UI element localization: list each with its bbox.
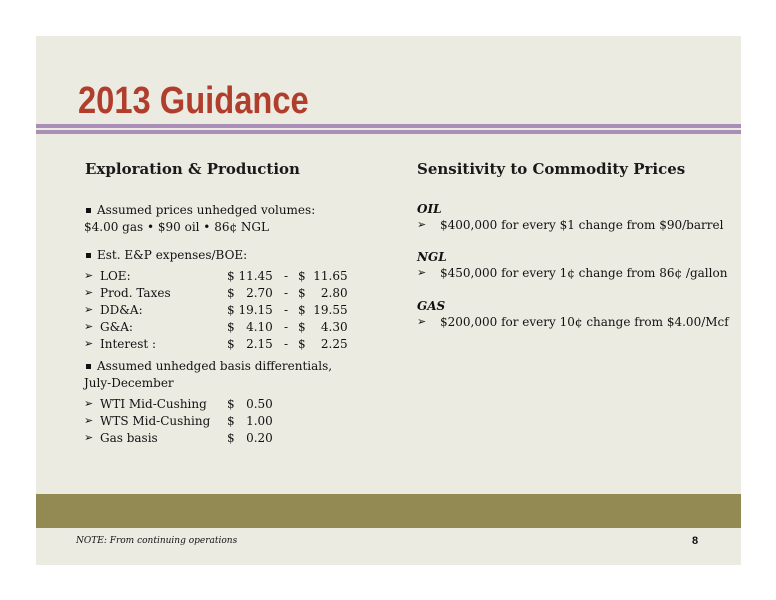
expense-low: $ 2.70 [227, 286, 273, 300]
footer-band [36, 494, 741, 528]
expense-label: LOE: [100, 269, 131, 283]
arrow-bullet-icon: ➢ [84, 286, 94, 299]
bullet3-line1: Assumed unhedged basis differentials, [97, 359, 333, 373]
oil-label: OIL [417, 202, 442, 216]
expense-dash: - [284, 286, 289, 300]
expense-low: $ 2.15 [227, 337, 273, 351]
expense-label: DD&A: [100, 303, 143, 317]
bullet-square-icon [86, 253, 91, 258]
basis-value: $ 1.00 [227, 414, 273, 428]
expense-dash: - [284, 320, 289, 334]
arrow-bullet-icon: ➢ [84, 269, 94, 282]
expense-low: $ 4.10 [227, 320, 273, 334]
expense-dash: - [284, 269, 289, 283]
page-number: 8 [692, 535, 699, 547]
expense-label: Prod. Taxes [100, 286, 171, 300]
expense-dash: - [284, 337, 289, 351]
left-heading: Exploration & Production [85, 160, 300, 178]
expense-dash: - [284, 303, 289, 317]
gas-text: $200,000 for every 10¢ change from $4.00/Mcf [440, 315, 729, 329]
basis-value: $ 0.50 [227, 397, 273, 411]
arrow-bullet-icon: ➢ [84, 337, 94, 350]
expense-high: $ 19.55 [298, 303, 348, 317]
bullet1-line1: Assumed prices unhedged volumes: [97, 203, 316, 217]
oil-text: $400,000 for every $1 change from $90/barrel [440, 218, 724, 232]
expense-high: $ 4.30 [298, 320, 348, 334]
page-title: 2013 Guidance [78, 80, 309, 122]
arrow-bullet-icon: ➢ [84, 414, 94, 427]
slide [36, 36, 741, 565]
bullet-square-icon [86, 364, 91, 369]
arrow-bullet-icon: ➢ [417, 266, 427, 279]
expense-label: G&A: [100, 320, 133, 334]
footer-note: NOTE: From continuing operations [76, 536, 238, 546]
title-divider-top [36, 124, 741, 128]
expense-label: Interest : [100, 337, 157, 351]
bullet3-line2: July-December [84, 376, 174, 390]
basis-label: WTS Mid-Cushing [100, 414, 211, 428]
title-divider-bottom [36, 130, 741, 134]
arrow-bullet-icon: ➢ [84, 320, 94, 333]
arrow-bullet-icon: ➢ [84, 397, 94, 410]
expense-high: $ 11.65 [298, 269, 348, 283]
basis-label: WTI Mid-Cushing [100, 397, 207, 411]
expense-high: $ 2.25 [298, 337, 348, 351]
right-heading: Sensitivity to Commodity Prices [417, 160, 686, 178]
expense-high: $ 2.80 [298, 286, 348, 300]
expense-low: $ 11.45 [227, 269, 273, 283]
bullet1-line2: $4.00 gas • $90 oil • 86¢ NGL [84, 220, 269, 234]
ngl-label: NGL [417, 250, 447, 264]
arrow-bullet-icon: ➢ [84, 303, 94, 316]
bullet-square-icon [86, 208, 91, 213]
gas-label: GAS [417, 299, 446, 313]
arrow-bullet-icon: ➢ [84, 431, 94, 444]
expense-low: $ 19.15 [227, 303, 273, 317]
basis-value: $ 0.20 [227, 431, 273, 445]
arrow-bullet-icon: ➢ [417, 218, 427, 231]
basis-label: Gas basis [100, 431, 158, 445]
ngl-text: $450,000 for every 1¢ change from 86¢ /gallon [440, 266, 728, 280]
arrow-bullet-icon: ➢ [417, 315, 427, 328]
bullet2-text: Est. E&P expenses/BOE: [97, 248, 248, 262]
